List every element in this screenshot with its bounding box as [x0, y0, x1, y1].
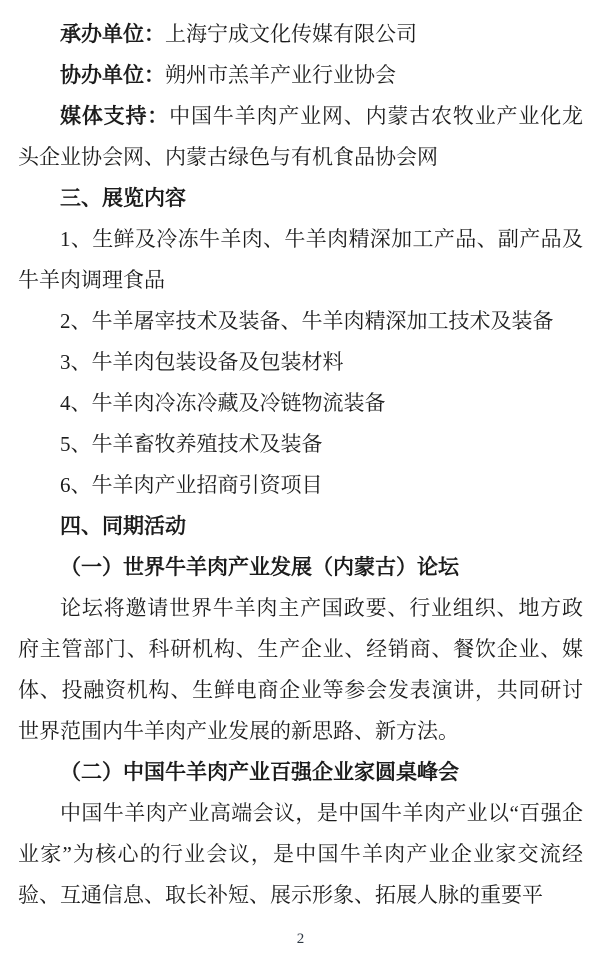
- exhibition-item: 3、牛羊肉包装设备及包装材料: [60, 350, 344, 374]
- section-heading-concurrent-activities: 四、同期活动: [60, 514, 186, 538]
- section-heading-exhibition-content: 三、展览内容: [60, 186, 186, 210]
- info-line-media-support: [18, 96, 583, 178]
- exhibition-item: 2、牛羊屠宰技术及装备、牛羊肉精深加工技术及装备: [60, 309, 554, 333]
- exhibition-item: 6、牛羊肉产业招商引资项目: [60, 473, 323, 497]
- info-line-coorganizer: [18, 55, 583, 96]
- exhibition-item: 4、牛羊肉冷冻冷藏及冷链物流装备: [60, 391, 386, 415]
- info-label: 媒体支持：: [60, 104, 170, 128]
- info-value: 上海宁成文化传媒有限公司: [165, 22, 417, 46]
- info-label: 协办单位：: [60, 63, 165, 87]
- subsection-body-roundtable-summit: 中国牛羊肉产业高端会议，是中国牛羊肉产业以“百强企业家”为核心的行业会议，是中国牛羊肉产业企业家交流经验、互通信息、取长补短、展示形象、拓展人脉的重要平: [18, 801, 583, 907]
- subsection-heading-forum: （一）世界牛羊肉产业发展（内蒙古）论坛: [60, 555, 459, 579]
- exhibition-item: 5、牛羊畜牧养殖技术及装备: [60, 432, 323, 456]
- subsection-body-forum: 论坛将邀请世界牛羊肉主产国政要、行业组织、地方政府主管部门、科研机构、生产企业、经销商、餐饮企业、媒体、投融资机构、生鲜电商企业等参会发表演讲，共同研讨世界范围内牛羊肉产业发展的新思路、新方法。: [18, 596, 583, 743]
- info-value: 中国牛羊肉产业网、内蒙古农牧业产业化龙头企业协会网、内蒙古绿色与有机食品协会网: [18, 104, 584, 169]
- info-value: 朔州市羔羊产业行业协会: [165, 63, 396, 87]
- exhibition-item: 1、生鲜及冷冻牛羊肉、牛羊肉精深加工产品、副产品及牛羊肉调理食品: [18, 227, 583, 292]
- subsection-heading-roundtable-summit: （二）中国牛羊肉产业百强企业家圆桌峰会: [60, 760, 459, 784]
- info-label: 承办单位：: [60, 22, 165, 46]
- info-line-organizer: [18, 14, 583, 55]
- page-number: 2: [296, 931, 305, 947]
